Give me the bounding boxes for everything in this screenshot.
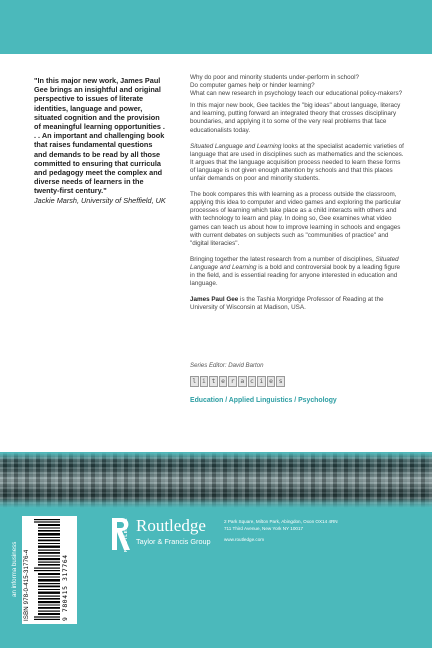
literacies-series-logo [190,376,285,387]
quote-attribution: Jackie Marsh, University of Sheffield, UK [34,195,166,205]
publisher-tagline: Taylor & Francis Group [136,537,211,546]
logo-letter: e [267,376,276,387]
description-paragraph-3: The book compares this with learning as a process outside the classroom, applying this idea to computer and video games and exploring the particular processes of learning which take place as a child interacts with others and with technology to learn and play. In doing so, Gee examines what video games can teach us about how to improve learning in schools and engages with current debates on subjects such as "communities of practice" and "digital literacies". [190,191,402,247]
publisher-address [224,518,338,532]
address-line-2: 711 Third Avenue, New York NY 10017 [224,526,304,531]
description-paragraph-4 [190,256,405,288]
logo-letter: t [209,376,218,387]
series-editor: Series Editor: David Barton [190,362,264,369]
top-teal-band [0,0,432,54]
paragraph-4-start: Bringing together the latest research from a number of disciplines, [190,255,376,263]
book-title-italic-2: Situated Language and Learning [190,255,399,271]
question-1: Why do poor and minority students under-perform in school? [190,74,360,81]
question-2: Do computer games help or hinder learning? [190,82,315,90]
paragraph-4-text: is a bold and controversial book by a leading figure in the field, and is essential reading for anyone interested in education and language. [190,263,401,288]
quote-text: "In this major new work, James Paul Gee brings an insightful and original perspective to issues of literate identities, language and power, situated cognition and the provision of meaningful learning opportunities . . . An important and challenging book that raises fundamental questions and demands to be read by all those committed to ensuring that curricula and pedagogy meet the complex and diverse needs of learners in the twenty-first century." [34,76,165,196]
logo-letter: i [257,376,266,387]
description-paragraph-1: In this major new book, Gee tackles the "big ideas" about language, literacy and learning, putting forward an integrated theory that crosses disciplinary boundaries, and applying it to some of the very real problems that face educationalists today. [190,102,401,134]
logo-letter: a [238,376,247,387]
description-paragraph-2 [190,143,405,183]
endorsement-quote [34,76,166,205]
book-description [190,74,405,320]
logo-letter: e [219,376,228,387]
opening-questions [190,74,405,98]
logo-letter: s [276,376,285,387]
logo-letter: i [200,376,209,387]
logo-letter: c [248,376,257,387]
author-bio [190,296,405,312]
paragraph-2-text: looks at the specialist academic varieties of language that are used in disciplines such as mathematics and the sciences. It argues that the language acquisition process needed to learn these forms of language is not given enough attention by schools and that this places unfair demands on poor and minority students. [190,142,404,183]
publisher-website: www.routledge.com [224,537,265,542]
logo-letter: r [228,376,237,387]
book-title-italic: Situated Language and Learning [190,142,282,150]
informa-business-label: an informa business [11,541,18,597]
subject-categories: Education / Applied Linguistics / Psychology [190,397,337,404]
barcode-digits: 9 780415 317764 [61,554,69,621]
publisher-name: Routledge [136,516,206,535]
routledge-r-logo-icon [110,516,132,552]
publisher-vertical-label: ROUTLEDGE [123,517,128,552]
logo-letter: l [190,376,199,387]
barcode-icon [34,519,60,620]
question-3: What can new research in psychology teach our educational policy-makers? [190,90,403,98]
author-name: James Paul Gee [190,296,239,304]
address-line-1: 2 Park Square, Milton Park, Abingdon, Oxon OX14 4RN [224,519,338,524]
isbn-number: ISBN 978-0-415-31776-4 [24,549,30,621]
author-bio-text: is the Tashia Morgridge Professor of Reading at the University of Wisconsin at Madison, USA. [190,296,384,312]
